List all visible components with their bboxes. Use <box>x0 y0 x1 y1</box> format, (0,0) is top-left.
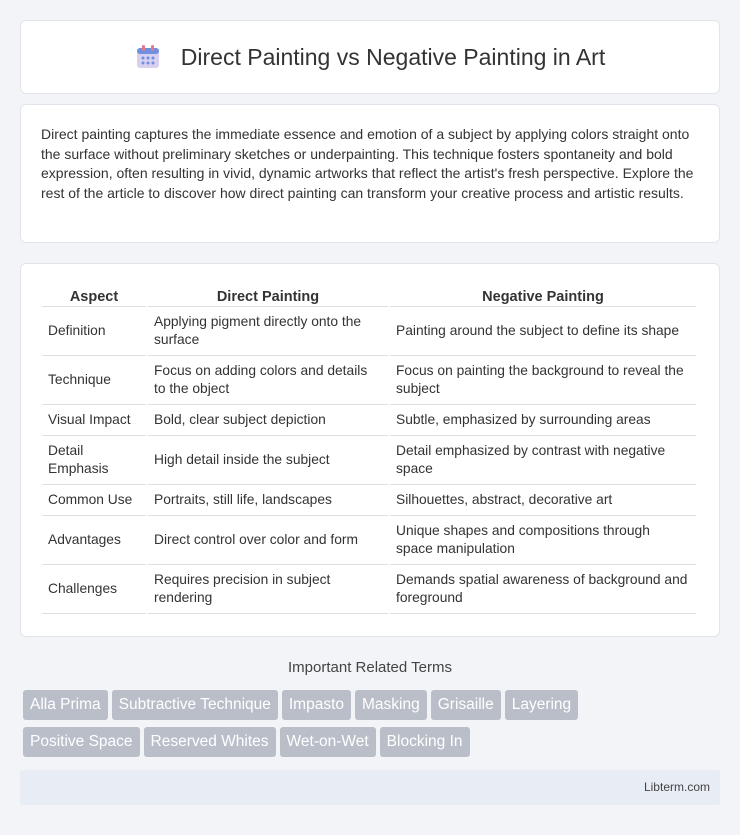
tag-wet-on-wet[interactable]: Wet-on-Wet <box>280 727 376 757</box>
tag-blocking-in[interactable]: Blocking In <box>380 727 470 757</box>
table-cell: Definition <box>42 307 146 356</box>
table-row <box>42 516 696 565</box>
table-cell: Unique shapes and compositions through space manipulation <box>390 516 696 565</box>
column-header: Aspect <box>42 284 146 307</box>
table-cell: Advantages <box>42 516 146 565</box>
table-header-row <box>42 284 696 307</box>
table-cell: Focus on painting the background to reveal the subject <box>390 356 696 405</box>
tag-masking[interactable]: Masking <box>355 690 427 720</box>
table-cell: Bold, clear subject depiction <box>148 405 388 436</box>
tag-grisaille[interactable]: Grisaille <box>431 690 501 720</box>
table-cell: Silhouettes, abstract, decorative art <box>390 485 696 516</box>
tag-layering[interactable]: Layering <box>505 690 578 720</box>
table-cell: Common Use <box>42 485 146 516</box>
table-cell: Requires precision in subject rendering <box>148 565 388 614</box>
tag-subtractive-technique[interactable]: Subtractive Technique <box>112 690 278 720</box>
table-cell: Technique <box>42 356 146 405</box>
table-cell: Demands spatial awareness of background and foreground <box>390 565 696 614</box>
table-cell: Detail Emphasis <box>42 436 146 485</box>
calendar-grid-icon <box>135 44 161 70</box>
table-cell: Painting around the subject to define its shape <box>390 307 696 356</box>
page-title: Direct Painting vs Negative Painting in Art <box>180 43 606 70</box>
table-cell: Detail emphasized by contrast with negative space <box>390 436 696 485</box>
related-terms-title: Important Related Terms <box>288 659 452 676</box>
comparison-table <box>40 284 698 614</box>
intro-card <box>20 104 720 243</box>
related-terms-list <box>23 690 723 764</box>
intro-text: Direct painting captures the immediate essence and emotion of a subject by applying colors straight onto the surface without preliminary sketches or underpainting. This technique fosters spontaneity and bold expression, often resulting in vivid, dynamic artworks that reflect the artist's fresh perspective. Explore the rest of the article to discover how direct painting can transform your creative process and artistic results. <box>41 126 694 201</box>
table-cell: Applying pigment directly onto the surface <box>148 307 388 356</box>
footer <box>20 770 720 805</box>
table-cell: Direct control over color and form <box>148 516 388 565</box>
header-card <box>20 20 720 94</box>
table-row <box>42 436 696 485</box>
tag-reserved-whites[interactable]: Reserved Whites <box>144 727 276 757</box>
table-cell: High detail inside the subject <box>148 436 388 485</box>
tag-alla-prima[interactable]: Alla Prima <box>23 690 108 720</box>
table-row <box>42 485 696 516</box>
table-row <box>42 565 696 614</box>
table-cell: Portraits, still life, landscapes <box>148 485 388 516</box>
tag-positive-space[interactable]: Positive Space <box>23 727 140 757</box>
table-row <box>42 307 696 356</box>
column-header: Negative Painting <box>390 284 696 307</box>
comparison-card <box>20 263 720 637</box>
column-header: Direct Painting <box>148 284 388 307</box>
table-cell: Focus on adding colors and details to the object <box>148 356 388 405</box>
table-cell: Challenges <box>42 565 146 614</box>
table-cell: Visual Impact <box>42 405 146 436</box>
table-cell: Subtle, emphasized by surrounding areas <box>390 405 696 436</box>
footer-site-link[interactable]: Libterm.com <box>643 780 710 794</box>
table-row <box>42 405 696 436</box>
tag-impasto[interactable]: Impasto <box>282 690 351 720</box>
table-row <box>42 356 696 405</box>
